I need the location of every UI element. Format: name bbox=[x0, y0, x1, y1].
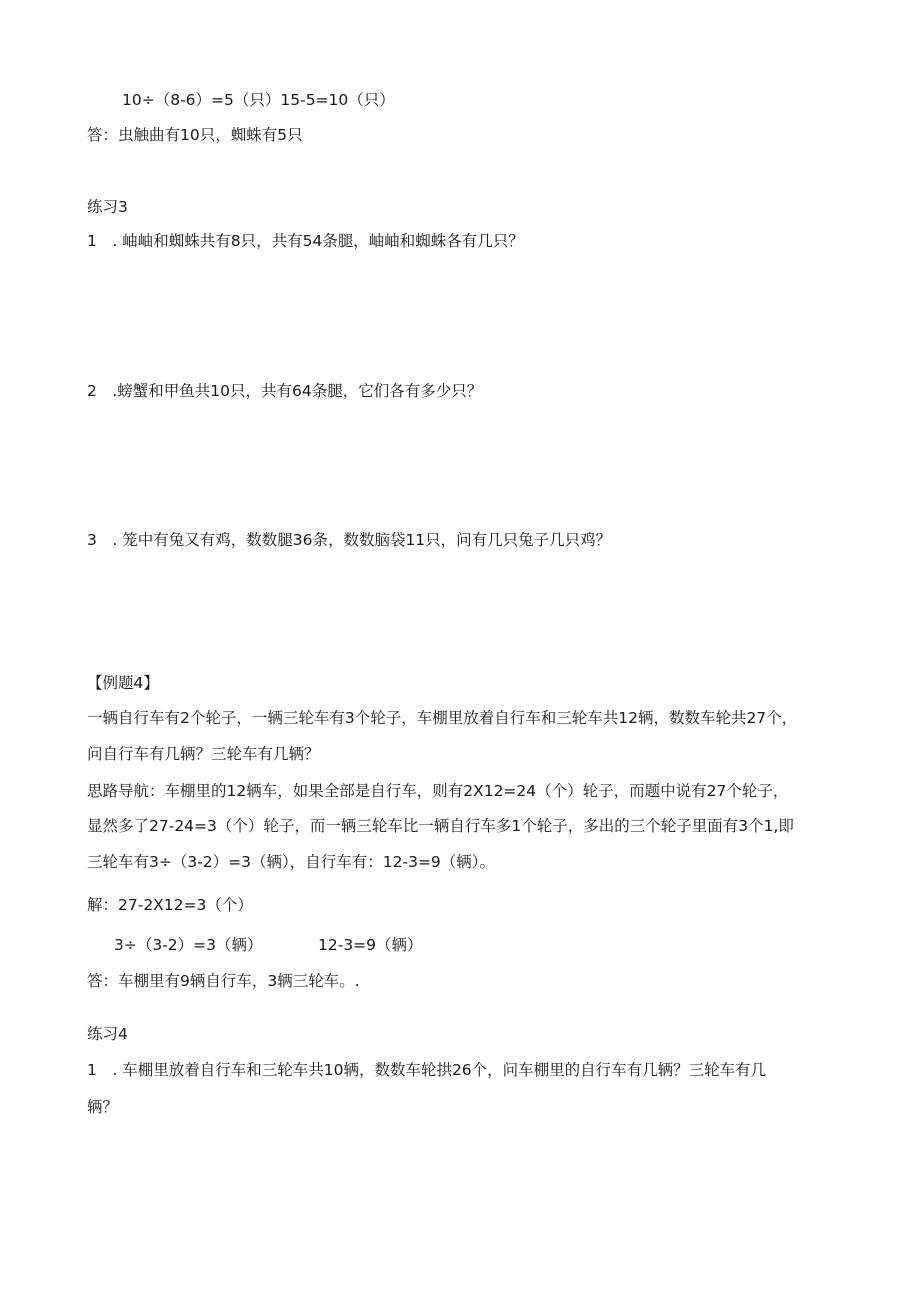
practice4-title: 练习4 bbox=[87, 1025, 128, 1043]
example4-solution-line-1: 解：27-2X12=3（个） bbox=[87, 896, 253, 914]
example4-problem-line-2: 问自行车有几辆？三轮车有几辆？ bbox=[87, 745, 320, 763]
example4-hint-line-3: 三轮车有3÷（3-2）=3（辆），自行车有：12-3=9（辆）。 bbox=[87, 853, 496, 871]
example3-calculation: 10÷（8-6）=5（只）15-5=10（只） bbox=[122, 91, 395, 109]
practice4-question-1-line-1: 1 . 车棚里放着自行车和三轮车共10辆，数数车轮拱26个，问车棚里的自行车有几辆？三轮车有几 bbox=[87, 1061, 767, 1079]
example4-title: 【例题4】 bbox=[87, 674, 159, 692]
example4-solution-line-2b: 12-3=9（辆） bbox=[318, 936, 423, 954]
example4-problem-line-1: 一辆自行车有2个轮子，一辆三轮车有3个轮子，车棚里放着自行车和三轮车共12辆，数数车轮共27个， bbox=[87, 709, 798, 727]
example4-hint-line-1: 思路导航：车棚里的12辆车，如果全部是自行车，则有2X12=24（个）轮子，而题中说有27个轮子， bbox=[87, 782, 789, 800]
example4-answer: 答：车棚里有9辆自行车，3辆三轮车。. bbox=[87, 972, 360, 990]
practice3-question-3: 3 . 笼中有兔又有鸡，数数腿36条，数数脑袋11只，问有几只兔子几只鸡？ bbox=[87, 531, 612, 549]
practice4-question-1-line-2: 辆？ bbox=[87, 1098, 119, 1116]
practice3-title: 练习3 bbox=[87, 198, 128, 216]
example4-hint-line-2: 显然多了27-24=3（个）轮子，而一辆三轮车比一辆自行车多1个轮子，多出的三个轮子里面有3个1,即 bbox=[87, 817, 794, 835]
practice3-question-2: 2 .螃蟹和甲鱼共10只，共有64条腿，它们各有多少只？ bbox=[87, 382, 483, 400]
practice3-question-1: 1 . 岫岫和蜘蛛共有8只，共有54条腿，岫岫和蜘蛛各有几只？ bbox=[87, 232, 524, 250]
example4-solution-line-2a: 3÷（3-2）=3（辆） bbox=[114, 936, 263, 954]
example3-answer: 答：虫触曲有10只，蜘蛛有5只 bbox=[87, 126, 303, 144]
